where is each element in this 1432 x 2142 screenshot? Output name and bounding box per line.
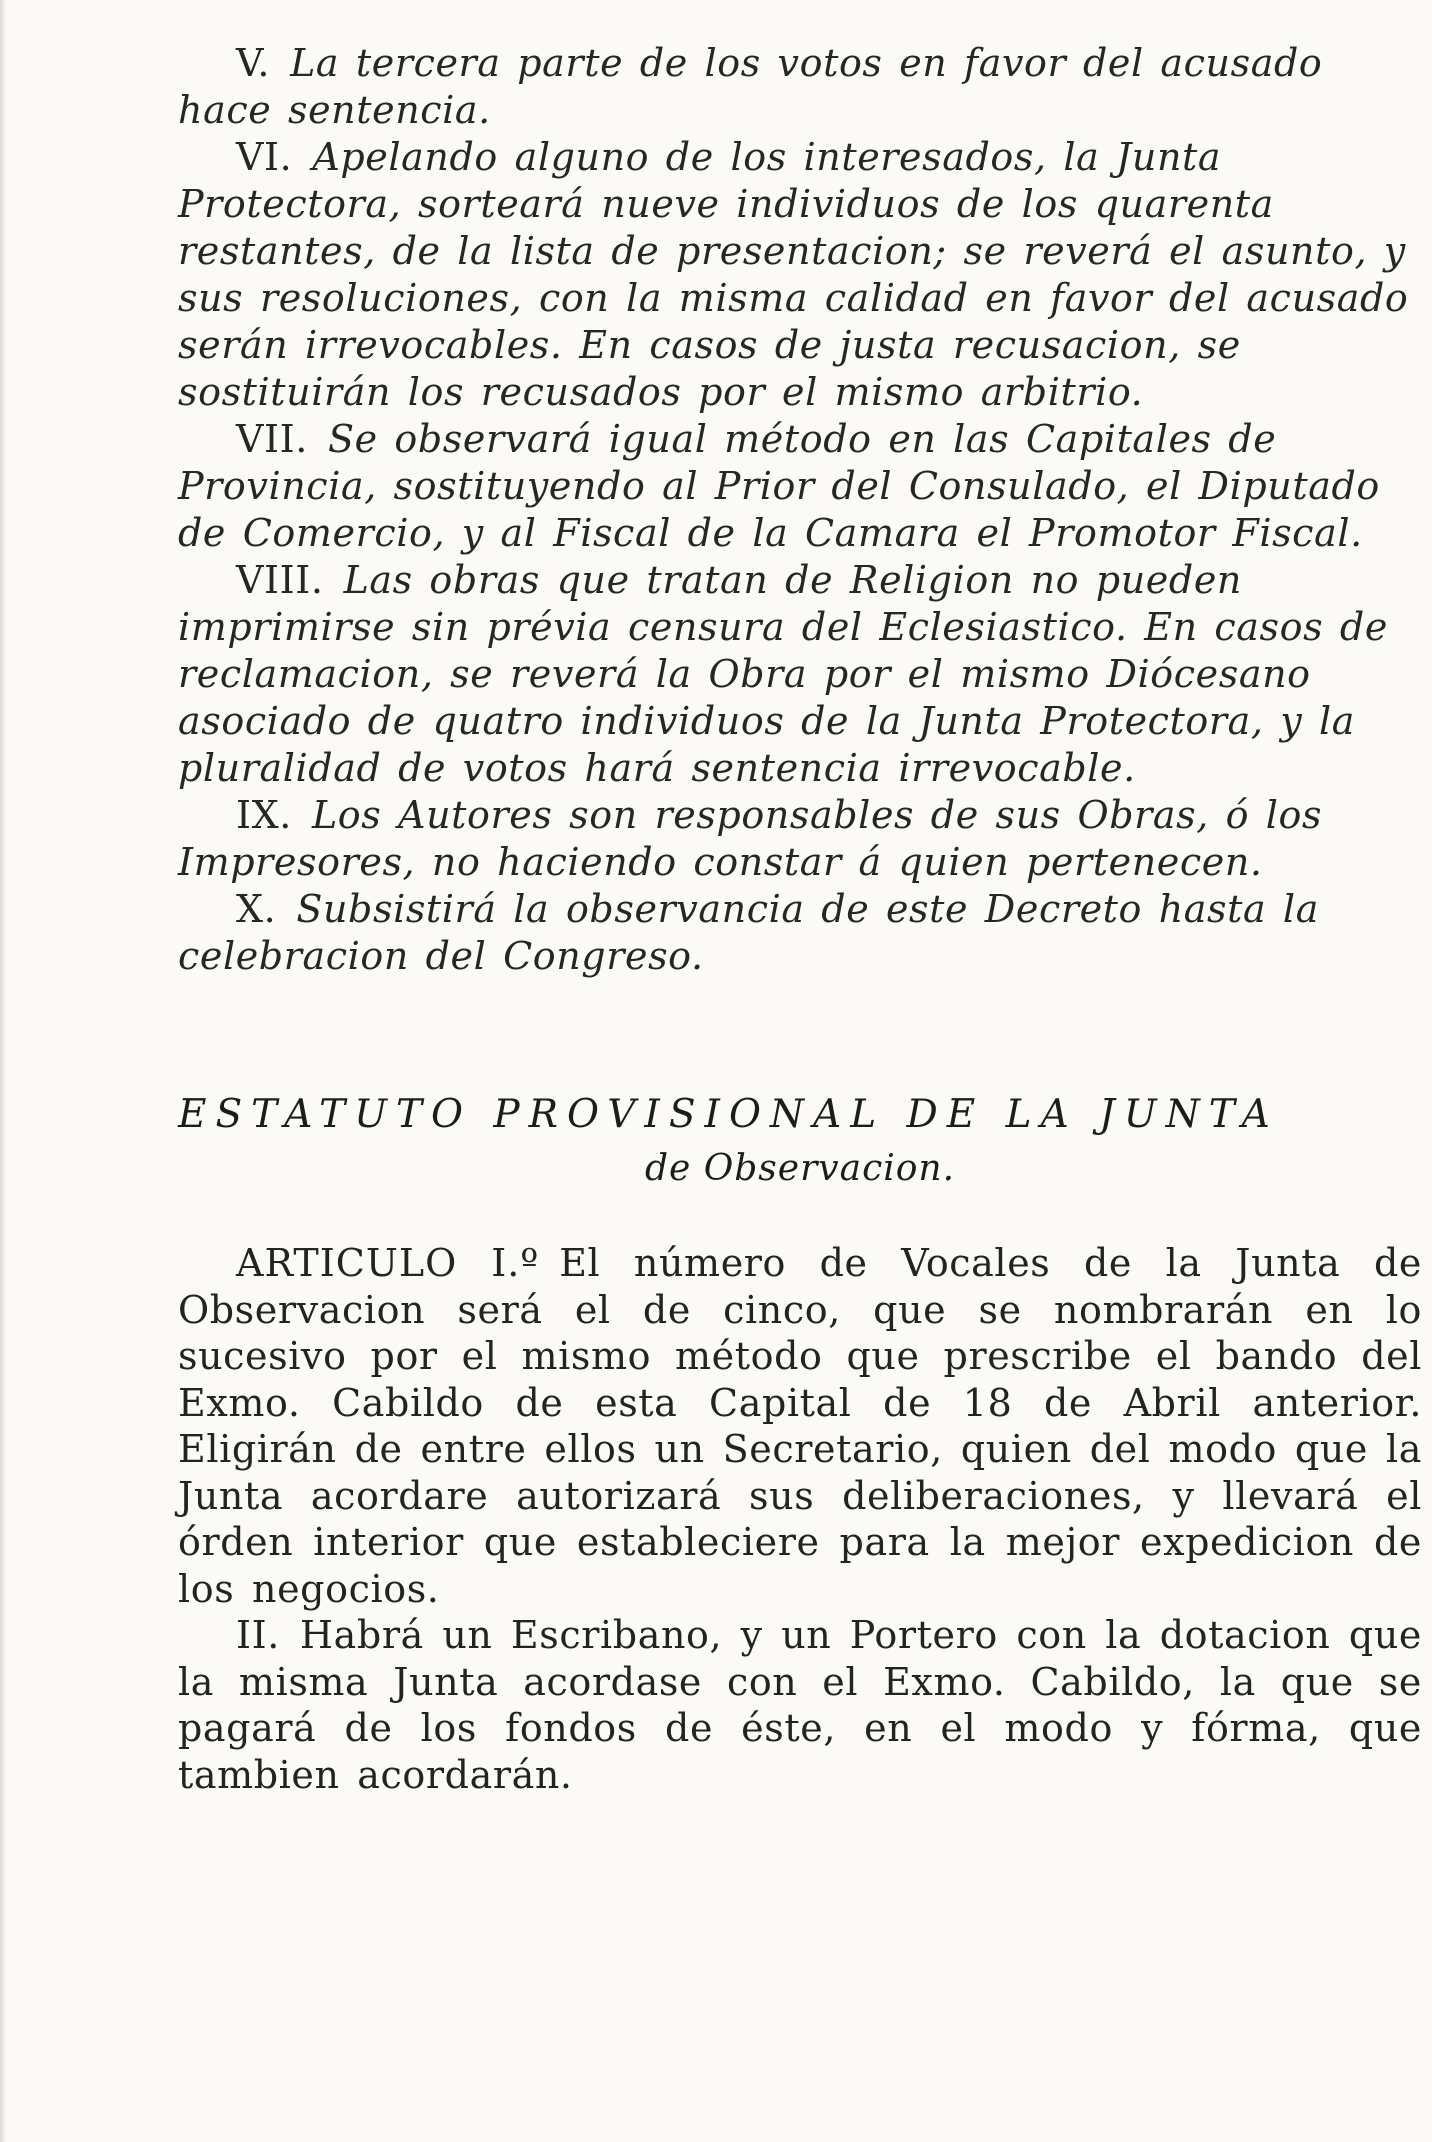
- article-number: V.: [236, 41, 271, 85]
- article-v: [178, 40, 1422, 134]
- statute-articles: [178, 1240, 1422, 1798]
- article-number: VII.: [236, 417, 308, 461]
- article-number: IX.: [236, 793, 292, 837]
- heading-subtitle: de Observacion.: [644, 1148, 956, 1189]
- article-text: Apelando alguno de los interesados, la Junta Protectora, sorteará nueve individuos de los quarenta restantes, de la lista de presentacion; se reverá el asunto, y sus resoluciones, con la misma calidad en favor del acusado serán irrevocables. En casos de justa recusacion, se sostituirán los recusados por el mismo arbitrio.: [178, 135, 1409, 414]
- article-number: VI.: [236, 135, 293, 179]
- article-text: Las obras que tratan de Religion no pueden imprimirse sin prévia censura del Eclesiastico. En casos de reclamacion, se reverá la Obra por el mismo Diócesano asociado de quatro individuos de la Junta Protectora, y la pluralidad de votos hará sentencia irrevocable.: [178, 558, 1388, 790]
- section-heading: [178, 1090, 1422, 1192]
- article-ii: [178, 1612, 1422, 1798]
- article-x: [178, 886, 1422, 980]
- heading-title: ESTATUTO PROVISIONAL DE LA JUNTA: [178, 1092, 1279, 1137]
- article-i: [178, 1240, 1422, 1612]
- article-text: Habrá un Escribano, y un Portero con la dotacion que la misma Junta acordase con el Exmo. Cabildo, la que se pagará de los fondos de éste, en el modo y fórma, que tambien acordarán.: [178, 1613, 1422, 1797]
- article-text: La tercera parte de los votos en favor del acusado hace sentencia.: [178, 41, 1323, 132]
- article-text: El número de Vocales de la Junta de Observacion será el de cinco, que se nombrarán en lo sucesivo por el mismo método que prescribe el bando del Exmo. Cabildo de esta Capital de 18 de Abril anterior. Eligirán de entre ellos un Secretario, quien del modo que la Junta acordare autorizará sus deliberaciones, y llevará el órden interior que estableciere para la mejor expedicion de los negocios.: [178, 1241, 1422, 1611]
- article-text: Subsistirá la observancia de este Decreto hasta la celebracion del Congreso.: [178, 887, 1319, 978]
- article-ix: [178, 792, 1422, 886]
- article-number: ARTICULO I.º: [236, 1241, 540, 1285]
- article-viii: [178, 557, 1422, 792]
- decree-articles: [178, 40, 1422, 980]
- article-vii: [178, 416, 1422, 557]
- article-text: Se observará igual método en las Capitales de Provincia, sostituyendo al Prior del Consulado, el Diputado de Comercio, y al Fiscal de la Camara el Promotor Fiscal.: [178, 417, 1380, 555]
- article-text: Los Autores son responsables de sus Obras, ó los Impresores, no haciendo constar á quien pertenecen.: [178, 793, 1323, 884]
- page-edge: [0, 0, 6, 2142]
- article-number: II.: [236, 1613, 280, 1657]
- article-vi: [178, 134, 1422, 416]
- article-number: X.: [236, 887, 277, 931]
- article-number: VIII.: [236, 558, 324, 602]
